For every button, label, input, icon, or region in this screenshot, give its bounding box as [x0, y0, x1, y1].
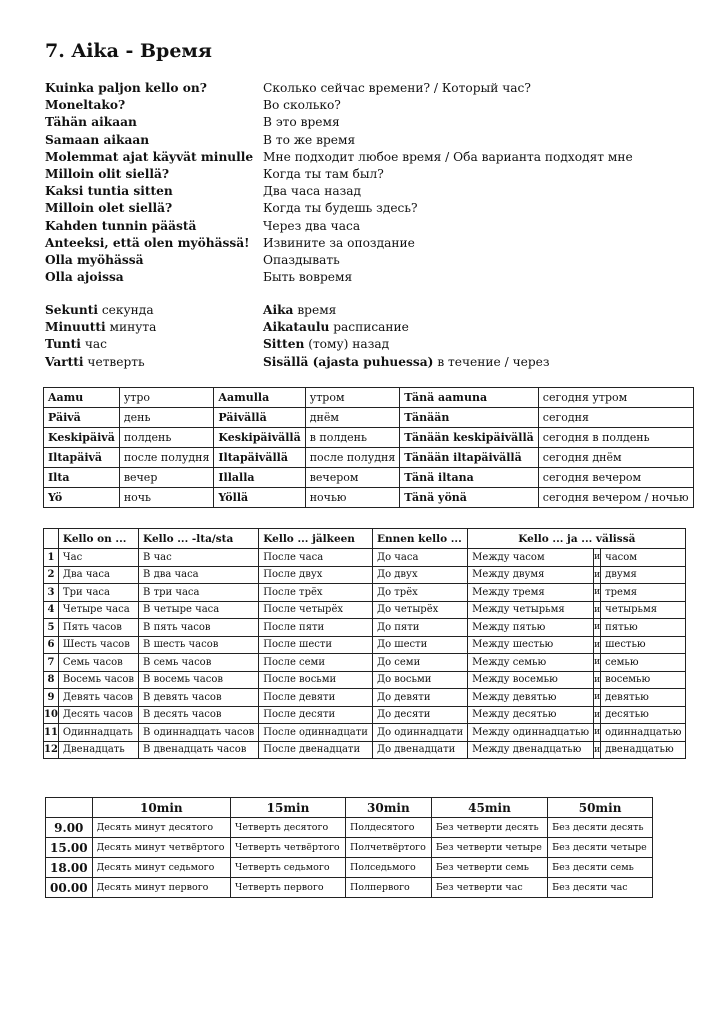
phrase-russian: Мне подходит любое время / Оба варианта подходят мне — [263, 149, 633, 164]
table-cell: В семь часов — [139, 654, 259, 672]
table-cell: Illalla — [214, 468, 305, 488]
vocab-row — [45, 319, 685, 336]
phrase-russian: Извините за опоздание — [263, 235, 415, 250]
table-cell: четырьмя — [601, 601, 686, 619]
phrase-row — [45, 149, 685, 166]
table-row — [44, 724, 686, 742]
table-cell: Четверть седьмого — [231, 858, 346, 878]
table-cell: После семи — [259, 654, 373, 672]
table-cell: Yö — [44, 488, 120, 508]
table-cell: Одиннадцать — [58, 724, 138, 742]
table-row — [44, 654, 686, 672]
vocab-russian: в течение / через — [437, 354, 550, 369]
table-cell: Без четверти десять — [431, 818, 547, 838]
column-header: 15min — [231, 798, 346, 818]
phrase-finnish: Tähän aikaan — [45, 115, 137, 130]
table-cell: и — [594, 741, 601, 759]
table-cell: После одиннадцати — [259, 724, 373, 742]
table-cell: Между тремя — [468, 584, 594, 602]
table-cell: В десять часов — [139, 706, 259, 724]
table-cell: Четверть четвёртого — [231, 838, 346, 858]
table-row — [44, 671, 686, 689]
table-row — [44, 488, 694, 508]
day-periods-table — [43, 387, 694, 508]
table-cell: После часа — [259, 549, 373, 567]
table-cell: утром — [305, 388, 400, 408]
table-cell: Между восемью — [468, 671, 594, 689]
column-header: Kello ... jälkeen — [259, 529, 373, 549]
phrase-russian: Во сколько? — [263, 98, 341, 113]
table-cell: Päivä — [44, 408, 120, 428]
table-cell: В одиннадцать часов — [139, 724, 259, 742]
vocab-finnish: Tunti — [45, 337, 81, 352]
table-cell: 18.00 — [46, 858, 93, 878]
table-cell: Десять минут седьмого — [92, 858, 230, 878]
table-cell: 11 — [44, 724, 59, 742]
table-row — [44, 584, 686, 602]
table-cell: восемью — [601, 671, 686, 689]
phrase-row — [45, 200, 685, 217]
table-cell: После двух — [259, 566, 373, 584]
table-cell: день — [119, 408, 214, 428]
table-cell: ночью — [305, 488, 400, 508]
table-cell: 4 — [44, 601, 59, 619]
table-cell: В два часа — [139, 566, 259, 584]
table-header-row — [46, 798, 653, 818]
table-cell: десятью — [601, 706, 686, 724]
phrase-row — [45, 132, 685, 149]
phrase-row — [45, 183, 685, 200]
table-row — [46, 838, 653, 858]
table-cell: 9.00 — [46, 818, 93, 838]
table-cell: Между пятью — [468, 619, 594, 637]
table-cell: Без десяти десять — [548, 818, 653, 838]
table-cell: 00.00 — [46, 878, 93, 898]
table-cell: Без десяти четыре — [548, 838, 653, 858]
phrase-row — [45, 235, 685, 252]
table-cell: В восемь часов — [139, 671, 259, 689]
table-cell: Päivällä — [214, 408, 305, 428]
hours-table — [43, 528, 686, 759]
phrase-russian: Сколько сейчас времени? / Который час? — [263, 81, 531, 95]
table-cell: девятью — [601, 689, 686, 707]
table-cell: До двух — [372, 566, 467, 584]
table-row — [44, 448, 694, 468]
table-cell: Семь часов — [58, 654, 138, 672]
table-cell: Ilta — [44, 468, 120, 488]
table-cell: Три часа — [58, 584, 138, 602]
table-cell: полдень — [119, 428, 214, 448]
table-cell: В час — [139, 549, 259, 567]
table-cell: 1 — [44, 549, 59, 567]
table-cell: После пяти — [259, 619, 373, 637]
table-cell: двумя — [601, 566, 686, 584]
table-cell: Keskipäivällä — [214, 428, 305, 448]
vocab-russian: секунда — [101, 303, 154, 317]
phrase-russian: В то же время — [263, 132, 356, 147]
table-cell: Между одиннадцатью — [468, 724, 594, 742]
table-cell: Tänä yönä — [400, 488, 539, 508]
phrase-finnish: Milloin olit siellä? — [45, 166, 170, 181]
table-cell: До шести — [372, 636, 467, 654]
vocab-finnish: Vartti — [45, 354, 84, 369]
table-cell: и — [594, 566, 601, 584]
table-cell: В четыре часа — [139, 601, 259, 619]
table-cell: шестью — [601, 636, 686, 654]
vocab-russian: минута — [109, 320, 157, 335]
vocab-russian: час — [84, 337, 107, 352]
vocab-row — [45, 336, 685, 353]
table-cell: и — [594, 549, 601, 567]
table-cell: Полпервого — [345, 878, 431, 898]
column-header: 45min — [431, 798, 547, 818]
column-header: 50min — [548, 798, 653, 818]
table-cell: и — [594, 601, 601, 619]
table-cell: сегодня в полдень — [538, 428, 693, 448]
table-cell: До трёх — [372, 584, 467, 602]
table-cell: утро — [119, 388, 214, 408]
table-row — [44, 566, 686, 584]
table-cell: Между десятью — [468, 706, 594, 724]
table-cell: После трёх — [259, 584, 373, 602]
table-cell: До пяти — [372, 619, 467, 637]
table-cell: Без четверти четыре — [431, 838, 547, 858]
table-cell: Восемь часов — [58, 671, 138, 689]
phrase-row — [45, 252, 685, 269]
table-cell: в полдень — [305, 428, 400, 448]
table-row — [44, 428, 694, 448]
table-cell: сегодня вечером / ночью — [538, 488, 693, 508]
phrase-row — [45, 114, 685, 131]
table-cell: Между часом — [468, 549, 594, 567]
table-row — [44, 468, 694, 488]
table-cell: Без десяти час — [548, 878, 653, 898]
table-row — [44, 741, 686, 759]
table-cell: Между шестью — [468, 636, 594, 654]
table-cell: Между двумя — [468, 566, 594, 584]
table-row — [46, 818, 653, 838]
table-cell: семью — [601, 654, 686, 672]
table-cell: Tänä aamuna — [400, 388, 539, 408]
phrase-finnish: Kuinka paljon kello on? — [45, 81, 207, 95]
column-header: 30min — [345, 798, 431, 818]
table-cell: Iltapäivä — [44, 448, 120, 468]
table-cell: После девяти — [259, 689, 373, 707]
table-cell: сегодня утром — [538, 388, 693, 408]
table-cell: двенадцатью — [601, 741, 686, 759]
table-cell: До двенадцати — [372, 741, 467, 759]
table-cell: Yöllä — [214, 488, 305, 508]
phrase-finnish: Olla ajoissa — [45, 270, 124, 285]
table-cell: и — [594, 671, 601, 689]
table-cell: после полудня — [119, 448, 214, 468]
table-cell: Tänään — [400, 408, 539, 428]
column-header: Kello ... -lta/sta — [139, 529, 259, 549]
table-cell: Между двенадцатью — [468, 741, 594, 759]
table-row — [44, 408, 694, 428]
table-row — [44, 636, 686, 654]
table-cell: Полседьмого — [345, 858, 431, 878]
phrase-finnish: Samaan aikaan — [45, 132, 150, 147]
table-cell: Десять часов — [58, 706, 138, 724]
table-cell: 2 — [44, 566, 59, 584]
table-cell: 7 — [44, 654, 59, 672]
table-cell: 10 — [44, 706, 59, 724]
table-cell: До десяти — [372, 706, 467, 724]
phrase-finnish: Kahden tunnin päästä — [45, 218, 197, 233]
table-cell: и — [594, 584, 601, 602]
table-cell: и — [594, 636, 601, 654]
table-cell: После двенадцати — [259, 741, 373, 759]
table-cell: Aamulla — [214, 388, 305, 408]
page-title: 7. Aika - Время — [45, 40, 212, 62]
phrase-finnish: Molemmat ajat käyvät minulle — [45, 149, 254, 164]
table-cell: 5 — [44, 619, 59, 637]
table-cell: и — [594, 724, 601, 742]
vocab-russian: время — [297, 303, 337, 317]
table-header-row — [44, 529, 686, 549]
table-cell: 15.00 — [46, 838, 93, 858]
phrase-finnish: Anteeksi, että olen myöhässä! — [45, 235, 250, 250]
table-cell: Keskipäivä — [44, 428, 120, 448]
table-cell: До девяти — [372, 689, 467, 707]
table-row — [44, 619, 686, 637]
phrase-finnish: Olla myöhässä — [45, 252, 144, 267]
column-header: 10min — [92, 798, 230, 818]
table-cell: 3 — [44, 584, 59, 602]
table-cell: Десять минут четвёртого — [92, 838, 230, 858]
vocab-row — [45, 354, 685, 371]
table-row — [44, 601, 686, 619]
table-row — [44, 706, 686, 724]
table-cell: В пять часов — [139, 619, 259, 637]
table-cell: и — [594, 706, 601, 724]
table-cell: До восьми — [372, 671, 467, 689]
table-cell: Iltapäivällä — [214, 448, 305, 468]
table-row — [46, 858, 653, 878]
vocab-row — [45, 302, 685, 319]
table-cell: После четырёх — [259, 601, 373, 619]
phrase-row — [45, 269, 685, 286]
table-cell: Два часа — [58, 566, 138, 584]
table-cell: часом — [601, 549, 686, 567]
vocab-russian: (тому) назад — [308, 337, 390, 352]
table-row — [44, 549, 686, 567]
phrase-row — [45, 80, 685, 97]
table-cell: Десять минут первого — [92, 878, 230, 898]
table-cell: Без десяти семь — [548, 858, 653, 878]
table-cell: В шесть часов — [139, 636, 259, 654]
table-cell: сегодня вечером — [538, 468, 693, 488]
table-cell: Между семью — [468, 654, 594, 672]
vocab-russian: расписание — [333, 320, 409, 335]
table-cell: После шести — [259, 636, 373, 654]
table-cell: днём — [305, 408, 400, 428]
table-cell: 12 — [44, 741, 59, 759]
table-cell: после полудня — [305, 448, 400, 468]
vocab-finnish: Minuutti — [45, 320, 106, 335]
phrase-russian: В это время — [263, 115, 340, 130]
phrase-row — [45, 97, 685, 114]
table-cell: До одиннадцати — [372, 724, 467, 742]
table-row — [44, 388, 694, 408]
phrase-russian: Через два часа — [263, 218, 361, 233]
table-cell: Четверть первого — [231, 878, 346, 898]
table-row — [44, 689, 686, 707]
phrase-list — [45, 80, 685, 286]
table-cell: Полчетвёртого — [345, 838, 431, 858]
phrase-row — [45, 166, 685, 183]
table-cell: 6 — [44, 636, 59, 654]
table-cell: В три часа — [139, 584, 259, 602]
vocab-finnish: Sekunti — [45, 303, 98, 317]
table-cell: и — [594, 654, 601, 672]
phrase-russian: Два часа назад — [263, 184, 362, 199]
vocab-russian: четверть — [87, 354, 145, 369]
table-cell: ночь — [119, 488, 214, 508]
column-header: Kello ... ja ... välissä — [468, 529, 686, 549]
phrase-row — [45, 218, 685, 235]
table-cell: В двенадцать часов — [139, 741, 259, 759]
vocab-finnish: Aikataulu — [263, 320, 330, 335]
vocab-list — [45, 302, 685, 371]
vocab-finnish: Sisällä (ajasta puhuessa) — [263, 354, 434, 369]
table-cell: 9 — [44, 689, 59, 707]
table-cell: Двенадцать — [58, 741, 138, 759]
table-cell: До четырёх — [372, 601, 467, 619]
table-cell: Tänä iltana — [400, 468, 539, 488]
vocab-finnish: Sitten — [263, 337, 305, 352]
phrase-russian: Опаздывать — [263, 252, 340, 267]
table-cell: сегодня — [538, 408, 693, 428]
phrase-russian: Быть вовремя — [263, 270, 353, 285]
table-cell: вечер — [119, 468, 214, 488]
table-cell: тремя — [601, 584, 686, 602]
phrase-finnish: Milloin olet siellä? — [45, 201, 173, 216]
minutes-table — [45, 797, 653, 898]
table-cell: Aamu — [44, 388, 120, 408]
table-cell: Между четырьмя — [468, 601, 594, 619]
table-cell: Четверть десятого — [231, 818, 346, 838]
column-header: Ennen kello ... — [372, 529, 467, 549]
table-cell: Tänään keskipäivällä — [400, 428, 539, 448]
table-cell: После восьми — [259, 671, 373, 689]
table-cell: сегодня днём — [538, 448, 693, 468]
table-cell: пятью — [601, 619, 686, 637]
table-cell: Без четверти семь — [431, 858, 547, 878]
column-header: Kello on ... — [58, 529, 138, 549]
table-cell: До семи — [372, 654, 467, 672]
table-cell: одиннадцатью — [601, 724, 686, 742]
table-cell: Без четверти час — [431, 878, 547, 898]
table-cell: 8 — [44, 671, 59, 689]
vocab-finnish: Aika — [263, 303, 294, 317]
table-cell: и — [594, 619, 601, 637]
table-cell: Между девятью — [468, 689, 594, 707]
table-cell: Час — [58, 549, 138, 567]
table-cell: Десять минут десятого — [92, 818, 230, 838]
phrase-russian: Когда ты будешь здесь? — [263, 201, 418, 216]
table-cell: Полдесятого — [345, 818, 431, 838]
table-cell: вечером — [305, 468, 400, 488]
table-cell: Пять часов — [58, 619, 138, 637]
table-cell: В девять часов — [139, 689, 259, 707]
table-cell: Tänään iltapäivällä — [400, 448, 539, 468]
phrase-russian: Когда ты там был? — [263, 166, 384, 181]
table-cell: Четыре часа — [58, 601, 138, 619]
table-cell: До часа — [372, 549, 467, 567]
table-cell: Девять часов — [58, 689, 138, 707]
table-row — [46, 878, 653, 898]
table-cell: После десяти — [259, 706, 373, 724]
phrase-finnish: Kaksi tuntia sitten — [45, 184, 173, 199]
table-cell: и — [594, 689, 601, 707]
table-cell: Шесть часов — [58, 636, 138, 654]
phrase-finnish: Moneltako? — [45, 98, 126, 113]
